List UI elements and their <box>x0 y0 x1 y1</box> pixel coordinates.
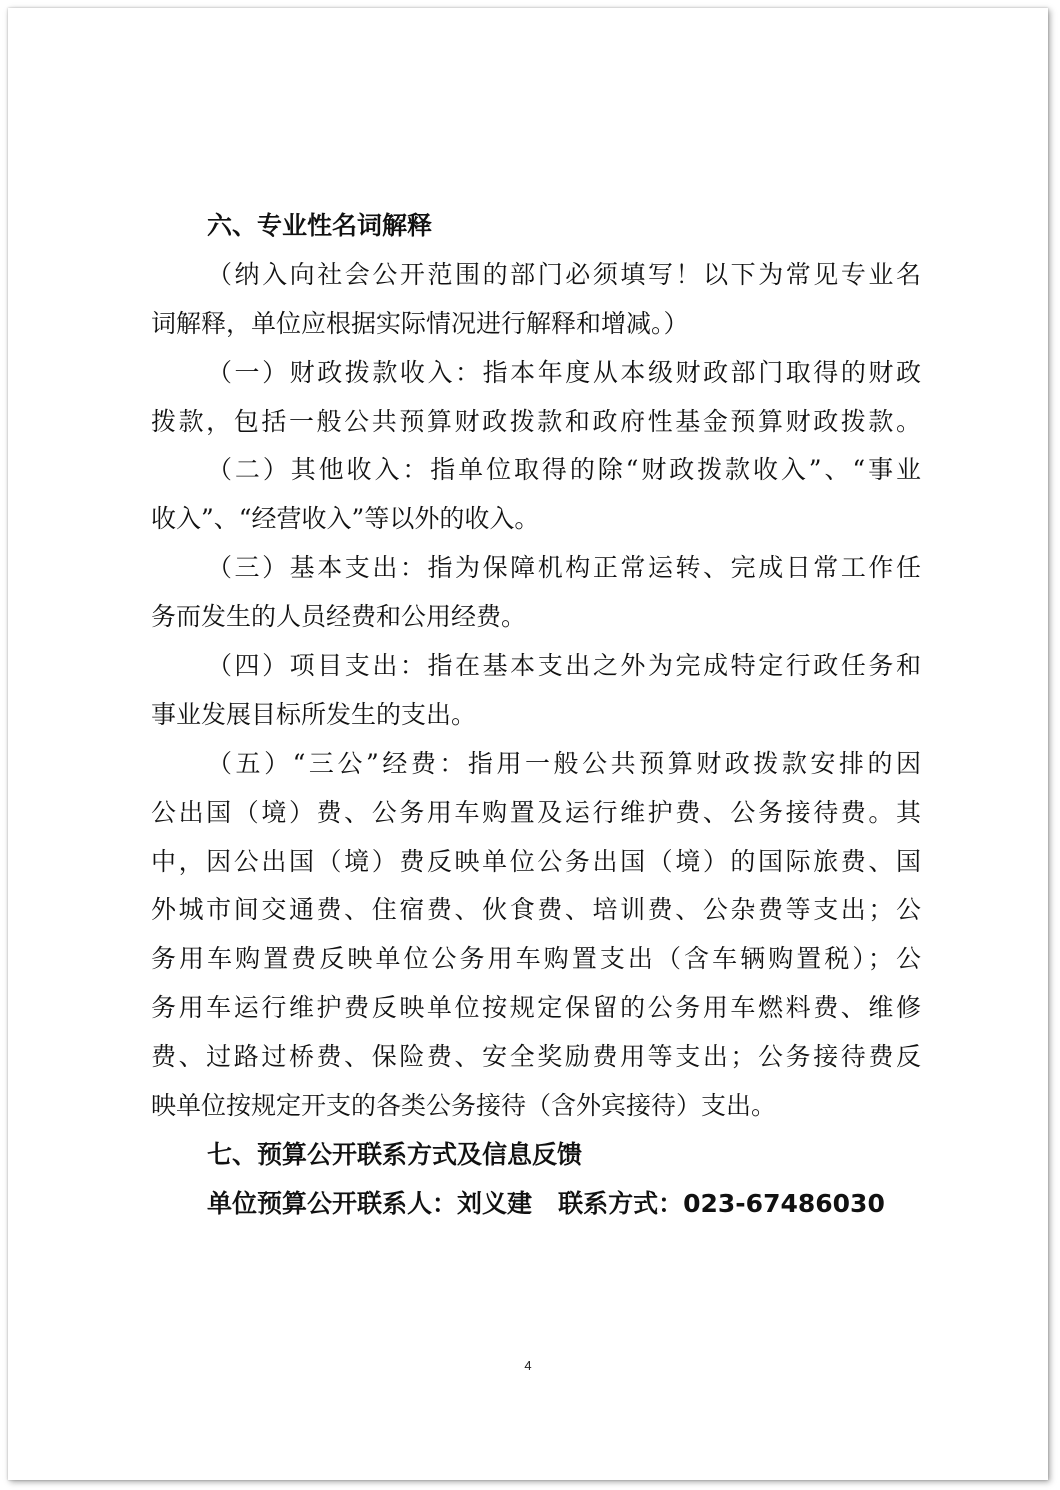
section-seven-heading: 七、预算公开联系方式及信息反馈 <box>207 1139 583 1169</box>
page-number: 4 <box>524 1358 532 1373</box>
item1-line-1: （一）财政拨款收入：指本年度从本级财政部门取得的财政 <box>207 357 921 387</box>
item5-line-4: 外城市间交通费、住宿费、伙食费、培训费、公杂费等支出；公 <box>151 895 921 925</box>
item4-line-1: （四）项目支出：指在基本支出之外为完成特定行政任务和 <box>207 651 921 681</box>
item5-line-7: 费、过路过桥费、保险费、安全奖励费用等支出；公务接待费反 <box>151 1042 921 1072</box>
page-content <box>151 202 921 1229</box>
item1-line-2: 拨款，包括一般公共预算财政拨款和政府性基金预算财政拨款。 <box>151 406 921 436</box>
section-six-heading: 六、专业性名词解释 <box>207 211 433 240</box>
note-line-2: 词解释，单位应根据实际情况进行解释和增减。） <box>151 308 689 338</box>
item5-line-2: 公出国（境）费、公务用车购置及运行维护费、公务接待费。其 <box>151 797 921 827</box>
item5-line-8: 映单位按规定开支的各类公务接待（含外宾接待）支出。 <box>151 1091 777 1121</box>
document-page <box>8 8 1048 1480</box>
item2-line-1: （二）其他收入：指单位取得的除“财政拨款收入”、“事业 <box>207 455 921 485</box>
item3-line-1: （三）基本支出：指为保障机构正常运转、完成日常工作任 <box>207 553 921 583</box>
item3-line-2: 务而发生的人员经费和公用经费。 <box>151 602 527 632</box>
item2-line-2: 收入”、“经营收入”等以外的收入。 <box>151 504 540 534</box>
item5-line-6: 务用车运行维护费反映单位按规定保留的公务用车燃料费、维修 <box>151 993 921 1023</box>
item5-line-1: （五）“三公”经费：指用一般公共预算财政拨款安排的因 <box>207 748 921 778</box>
item4-line-2: 事业发展目标所发生的支出。 <box>151 699 477 729</box>
item5-line-5: 务用车购置费反映单位公务用车购置支出（含车辆购置税）；公 <box>151 944 921 974</box>
item5-line-3: 中，因公出国（境）费反映单位公务出国（境）的国际旅费、国 <box>151 846 921 876</box>
contact-line: 单位预算公开联系人：刘义建 联系方式：023-67486030 <box>207 1188 885 1218</box>
note-line-1: （纳入向社会公开范围的部门必须填写！以下为常见专业名 <box>207 259 921 289</box>
